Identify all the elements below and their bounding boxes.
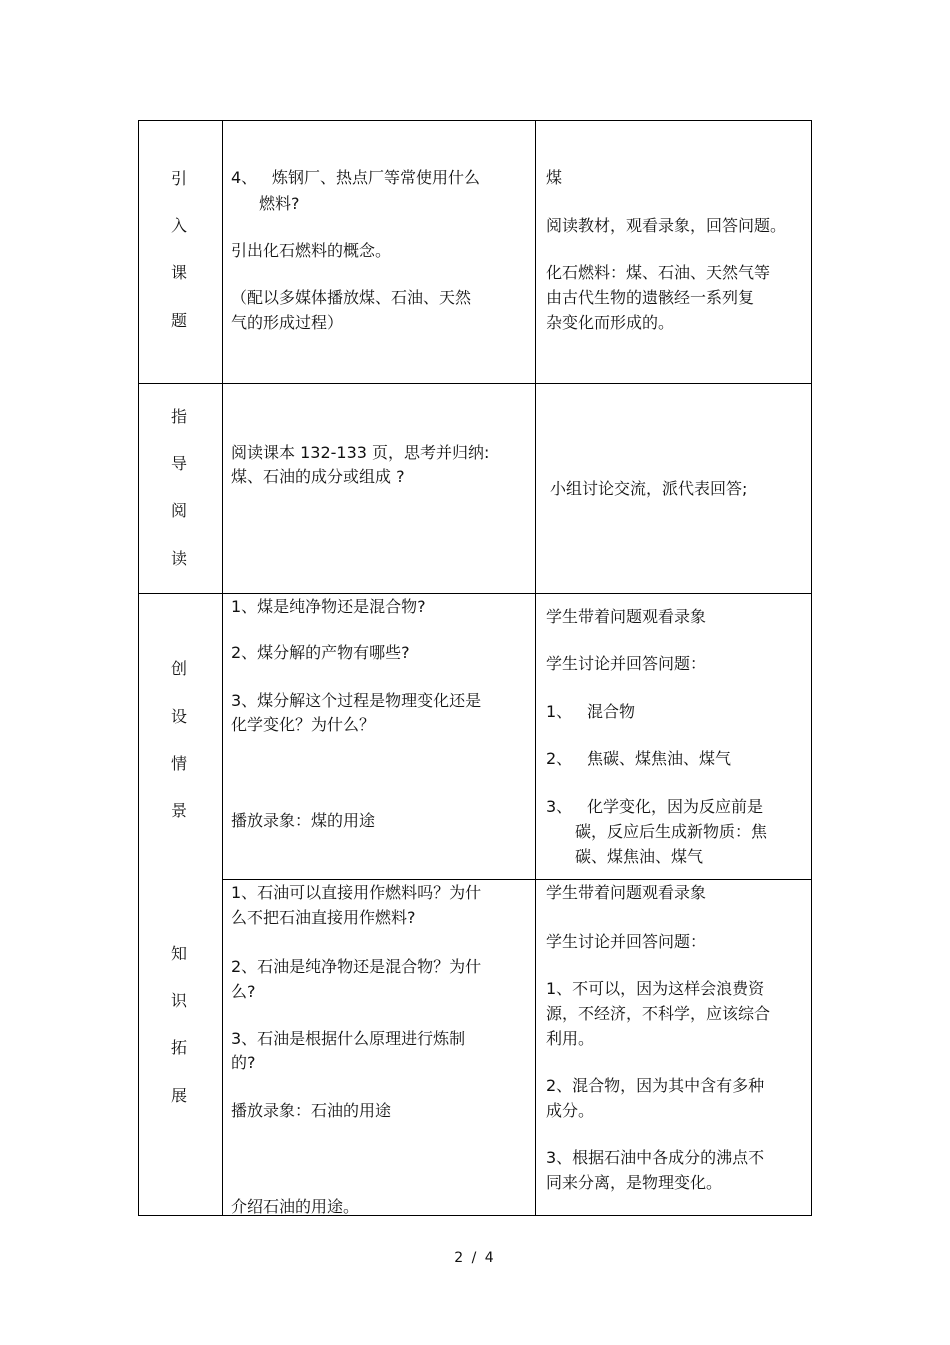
row-divider-2	[138, 593, 812, 594]
teacher-activity: 气的形成过程）	[231, 313, 344, 332]
student-answer: 碳、煤焦油、煤气	[575, 847, 704, 866]
student-answer: 化石燃料：煤、石油、天然气等	[546, 263, 771, 282]
stage-label-char: 景	[170, 801, 187, 820]
teacher-question: 化学变化？为什么？	[231, 715, 376, 734]
teacher-activity: 播放录象：石油的用途	[231, 1101, 392, 1120]
stage-label-char: 导	[170, 454, 187, 473]
teacher-activity: 介绍石油的用途。	[231, 1197, 360, 1216]
stage-label-char: 课	[170, 263, 187, 282]
student-answer: 煤	[546, 168, 563, 187]
teacher-question: 1、煤是纯净物还是混合物?	[231, 597, 426, 616]
student-activity: 小组讨论交流，派代表回答;	[550, 479, 748, 498]
teacher-question: 1、石油可以直接用作燃料吗？为什	[231, 883, 482, 902]
column-divider-2	[535, 120, 536, 1216]
student-answer: 源，不经济，不科学，应该综合	[546, 1004, 771, 1023]
student-answer: 焦碳、煤焦油、煤气	[587, 749, 732, 768]
student-answer: 同来分离，是物理变化。	[546, 1173, 723, 1192]
teacher-activity: 引出化石燃料的概念。	[231, 241, 392, 260]
stage-label-char: 入	[170, 216, 187, 235]
stage-label-char: 创	[170, 659, 187, 678]
stage-label-char: 知	[170, 944, 187, 963]
teacher-question: 3、石油是根据什么原理进行炼制	[231, 1029, 466, 1048]
stage-label-char: 指	[170, 407, 187, 426]
stage-label-char: 识	[170, 991, 187, 1010]
teacher-question: 炼钢厂、热点厂等常使用什么	[272, 168, 481, 187]
student-activity: 学生讨论并回答问题：	[546, 932, 707, 951]
table-border-right	[811, 120, 812, 1216]
teacher-activity: 煤、石油的成分或组成 ?	[231, 467, 405, 486]
page-number: 2 / 4	[454, 1250, 496, 1266]
teacher-activity: 阅读课本 132-133 页，思考并归纳:	[231, 443, 490, 462]
stage-label-char: 拓	[170, 1038, 187, 1057]
table-border-top	[138, 120, 812, 121]
student-answer: 2、混合物，因为其中含有多种	[546, 1076, 765, 1095]
teacher-activity: 播放录象：煤的用途	[231, 811, 376, 830]
student-activity: 学生讨论并回答问题：	[546, 654, 707, 673]
stage-label-char: 设	[170, 707, 187, 726]
teacher-question: 么不把石油直接用作燃料?	[231, 908, 416, 927]
teacher-question: 么?	[231, 982, 256, 1001]
student-answer-number: 3、	[546, 797, 573, 816]
row-divider-1	[138, 383, 812, 384]
student-answer-number: 1、	[546, 702, 573, 721]
stage-label-char: 题	[170, 311, 187, 330]
student-answer: 碳，反应后生成新物质：焦	[575, 822, 768, 841]
student-answer: 杂变化而形成的。	[546, 313, 675, 332]
teacher-question-number: 4、	[231, 168, 258, 187]
teacher-question: 2、石油是纯净物还是混合物？为什	[231, 957, 482, 976]
student-answer: 化学变化，因为反应前是	[587, 797, 764, 816]
stage-label-char: 情	[170, 754, 187, 773]
teacher-activity: （配以多媒体播放煤、石油、天然	[231, 288, 472, 307]
column-divider-1	[222, 120, 223, 1216]
student-answer: 利用。	[546, 1029, 595, 1048]
student-answer: 由古代生物的遗骸经一系列复	[546, 288, 755, 307]
stage-label-char: 读	[170, 549, 187, 568]
student-activity: 学生带着问题观看录象	[546, 883, 707, 902]
teacher-question: 燃料?	[259, 194, 300, 213]
student-activity: 阅读教材，观看录象，回答问题。	[546, 216, 787, 235]
student-answer: 1、不可以，因为这样会浪费资	[546, 979, 765, 998]
row-divider-3	[222, 879, 812, 880]
student-answer: 混合物	[587, 702, 636, 721]
student-answer-number: 2、	[546, 749, 573, 768]
stage-label-char: 阅	[170, 501, 187, 520]
teacher-question: 3、煤分解这个过程是物理变化还是	[231, 691, 482, 710]
stage-label-char: 引	[170, 169, 187, 188]
stage-label-char: 展	[170, 1086, 187, 1105]
teacher-question: 的?	[231, 1053, 256, 1072]
teacher-question: 2、煤分解的产物有哪些?	[231, 643, 410, 662]
student-answer: 成分。	[546, 1101, 595, 1120]
student-activity: 学生带着问题观看录象	[546, 607, 707, 626]
student-answer: 3、根据石油中各成分的沸点不	[546, 1148, 765, 1167]
